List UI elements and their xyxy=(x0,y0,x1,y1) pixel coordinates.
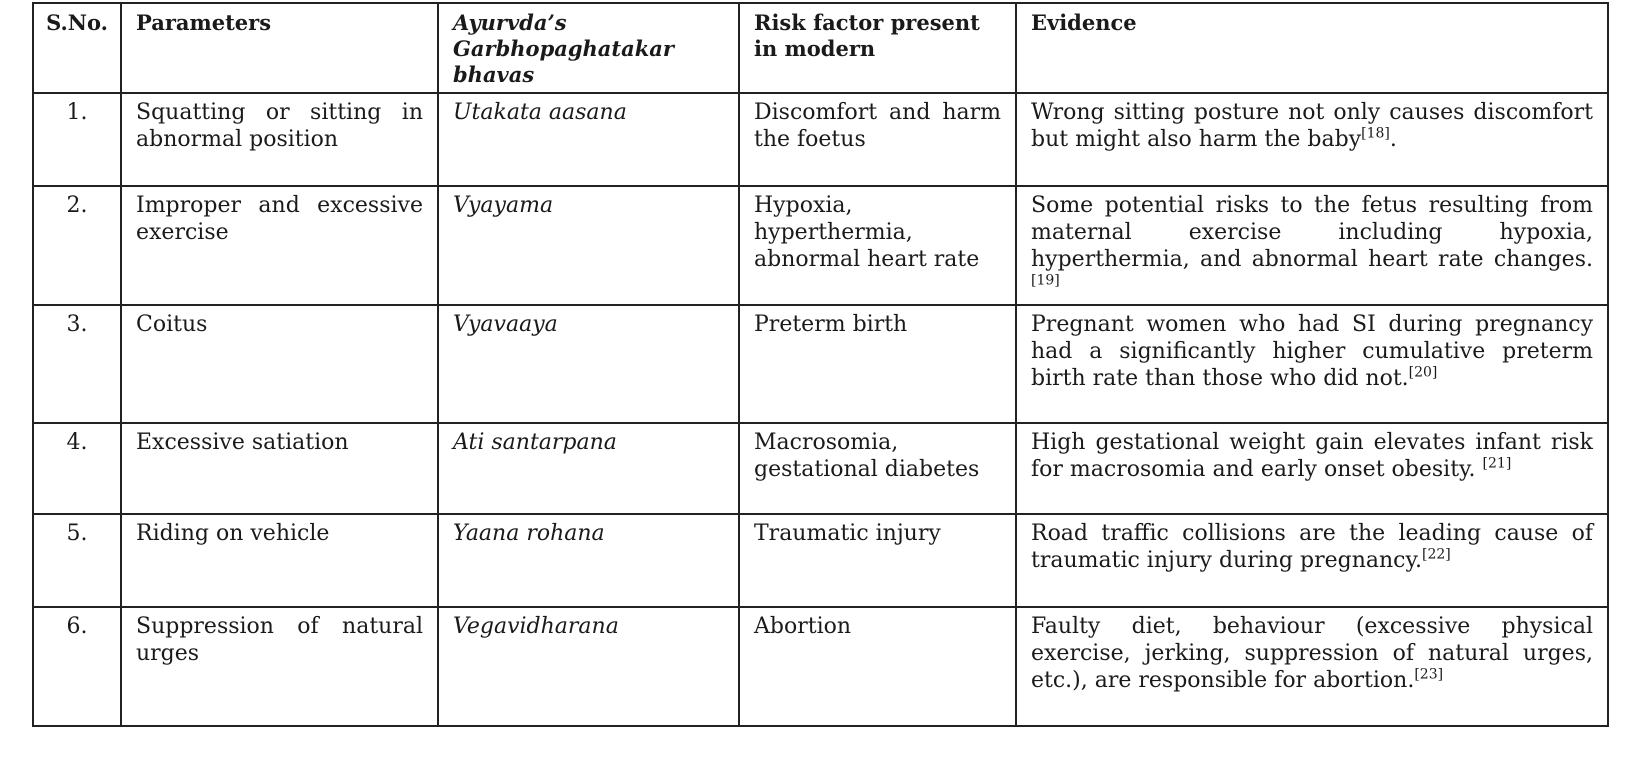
row-ayurveda-term: Vegavidharana xyxy=(438,607,739,726)
header-sno: S.No. xyxy=(33,3,121,93)
citation-ref: [19] xyxy=(1031,272,1060,289)
evidence-text: Pregnant women who had SI during pregnancy had a significantly higher cumulative preterm birth rate than those who did not. xyxy=(1031,312,1593,391)
row-parameter: Coitus xyxy=(121,305,438,423)
row-risk-factor: Preterm birth xyxy=(739,305,1016,423)
row-sno: 4. xyxy=(33,423,121,514)
evidence-text: Faulty diet, behaviour (excessive physical exercise, jerking, suppression of natural urges, etc.), are responsible for abortion. xyxy=(1031,614,1593,693)
evidence-text: Wrong sitting posture not only causes discomfort but might also harm the baby xyxy=(1031,100,1593,152)
row-evidence xyxy=(1016,93,1608,186)
table-row xyxy=(33,305,1608,423)
row-sno: 5. xyxy=(33,514,121,607)
row-ayurveda-term: Vyayama xyxy=(438,186,739,305)
row-parameter: Suppression of natural urges xyxy=(121,607,438,726)
row-sno: 3. xyxy=(33,305,121,423)
table-row xyxy=(33,93,1608,186)
row-parameter: Improper and excessive exercise xyxy=(121,186,438,305)
citation-ref: [21] xyxy=(1482,455,1512,472)
row-evidence xyxy=(1016,607,1608,726)
header-ayurveda-bhavas: Ayurvda’s Garbhopaghatakar bhavas xyxy=(438,3,739,93)
row-risk-factor: Discomfort and harm the foetus xyxy=(739,93,1016,186)
table-row xyxy=(33,514,1608,607)
row-ayurveda-term: Ati santarpana xyxy=(438,423,739,514)
header-row xyxy=(33,3,1608,93)
row-parameter: Squatting or sitting in abnormal position xyxy=(121,93,438,186)
row-risk-factor: Hypoxia, hyperthermia, abnormal heart rate xyxy=(739,186,1016,305)
row-parameter: Excessive satiation xyxy=(121,423,438,514)
evidence-text: Road traffic collisions are the leading cause of traumatic injury during pregnancy. xyxy=(1031,521,1593,573)
table-row xyxy=(33,607,1608,726)
citation-ref: [20] xyxy=(1408,364,1438,381)
evidence-suffix: . xyxy=(1389,127,1397,152)
row-ayurveda-term: Vyavaaya xyxy=(438,305,739,423)
row-risk-factor: Macrosomia, gestational diabetes xyxy=(739,423,1016,514)
evidence-text: High gestational weight gain elevates infant risk for macrosomia and early onset obesity. xyxy=(1031,430,1593,482)
header-parameters: Parameters xyxy=(121,3,438,93)
citation-ref: [23] xyxy=(1414,666,1444,683)
row-ayurveda-term: Utakata aasana xyxy=(438,93,739,186)
table-row xyxy=(33,186,1608,305)
citation-ref: [22] xyxy=(1421,546,1451,563)
row-evidence xyxy=(1016,514,1608,607)
row-ayurveda-term: Yaana rohana xyxy=(438,514,739,607)
row-sno: 2. xyxy=(33,186,121,305)
row-evidence xyxy=(1016,423,1608,514)
citation-ref: [18] xyxy=(1361,125,1390,142)
row-evidence xyxy=(1016,305,1608,423)
header-risk-factor: Risk factor present in modern xyxy=(739,3,1016,93)
header-evidence: Evidence xyxy=(1016,3,1608,93)
row-sno: 1. xyxy=(33,93,121,186)
row-risk-factor: Traumatic injury xyxy=(739,514,1016,607)
table-row xyxy=(33,423,1608,514)
row-risk-factor: Abortion xyxy=(739,607,1016,726)
row-evidence xyxy=(1016,186,1608,305)
row-parameter: Riding on vehicle xyxy=(121,514,438,607)
evidence-text: Some potential risks to the fetus resulting from maternal exercise including hypoxia, hyperthermia, and abnormal heart rate changes. xyxy=(1031,193,1593,272)
garbhopaghatakar-bhavas-table xyxy=(32,2,1609,727)
row-sno: 6. xyxy=(33,607,121,726)
